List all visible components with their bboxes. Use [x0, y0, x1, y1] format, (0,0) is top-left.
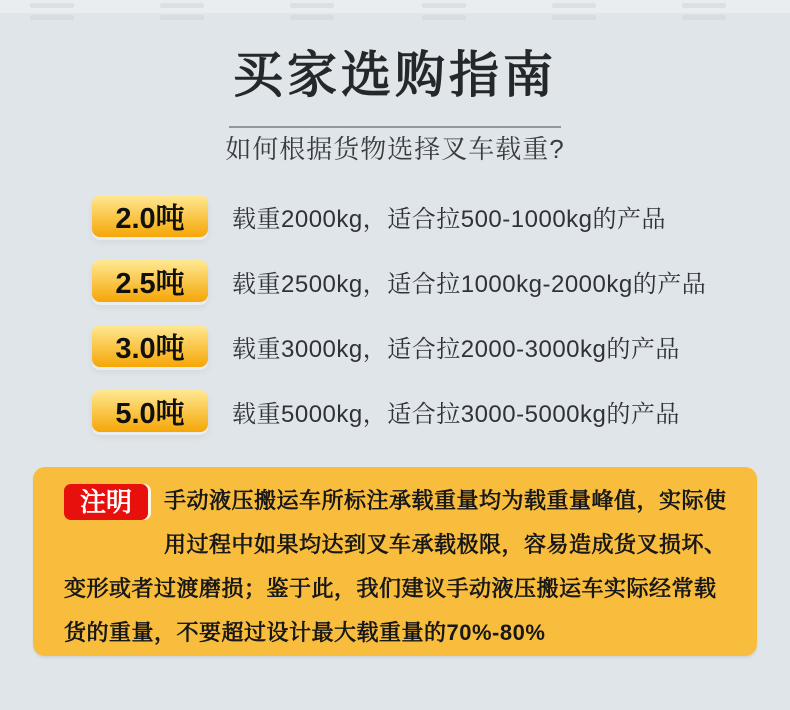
capacity-row-5-0t [92, 390, 706, 432]
capacity-row-2-0t [92, 195, 706, 237]
watermark-mark [422, 3, 466, 8]
capacity-badge: 2.5吨 [92, 260, 208, 302]
capacity-list [92, 195, 706, 455]
watermark-mark [552, 3, 596, 8]
watermark-mark [290, 15, 334, 20]
subtitle-question: 如何根据货物选择叉车载重? [225, 134, 565, 164]
capacity-desc: 载重5000kg，适合拉3000-5000kg的产品 [232, 400, 680, 428]
capacity-desc: 载重2000kg，适合拉500-1000kg的产品 [232, 205, 667, 233]
note-paragraph [64, 479, 735, 655]
title-divider [229, 126, 561, 128]
watermark-mark [160, 15, 204, 20]
watermark-row [0, 15, 790, 21]
watermark-row [0, 3, 790, 9]
watermark-mark [30, 15, 74, 20]
capacity-desc: 载重2500kg，适合拉1000kg-2000kg的产品 [232, 270, 707, 298]
capacity-row-3-0t [92, 325, 706, 367]
capacity-desc: 载重3000kg，适合拉2000-3000kg的产品 [232, 335, 680, 363]
capacity-badge: 3.0吨 [92, 325, 208, 367]
watermark-mark [290, 3, 334, 8]
capacity-row-2-5t [92, 260, 706, 302]
watermark-mark [682, 3, 726, 8]
watermark-mark [682, 15, 726, 20]
capacity-badge: 5.0吨 [92, 390, 208, 432]
watermark-mark [30, 3, 74, 8]
note-text: 手动液压搬运车所标注承载重量均为载重量峰值，实际使用过程中如果均达到叉车承载极限，容易造成货叉损坏、变形或者过渡磨损；鉴于此，我们建议手动液压搬运车实际经常载货的重量，不要超过设计最大载重量的70%-80% [64, 488, 727, 645]
watermark-mark [552, 15, 596, 20]
page-title: 买家选购指南 [233, 47, 557, 103]
note-box [33, 467, 757, 656]
watermark-mark [422, 15, 466, 20]
capacity-badge: 2.0吨 [92, 195, 208, 237]
note-badge: 注明 [64, 484, 148, 520]
watermark-mark [160, 3, 204, 8]
